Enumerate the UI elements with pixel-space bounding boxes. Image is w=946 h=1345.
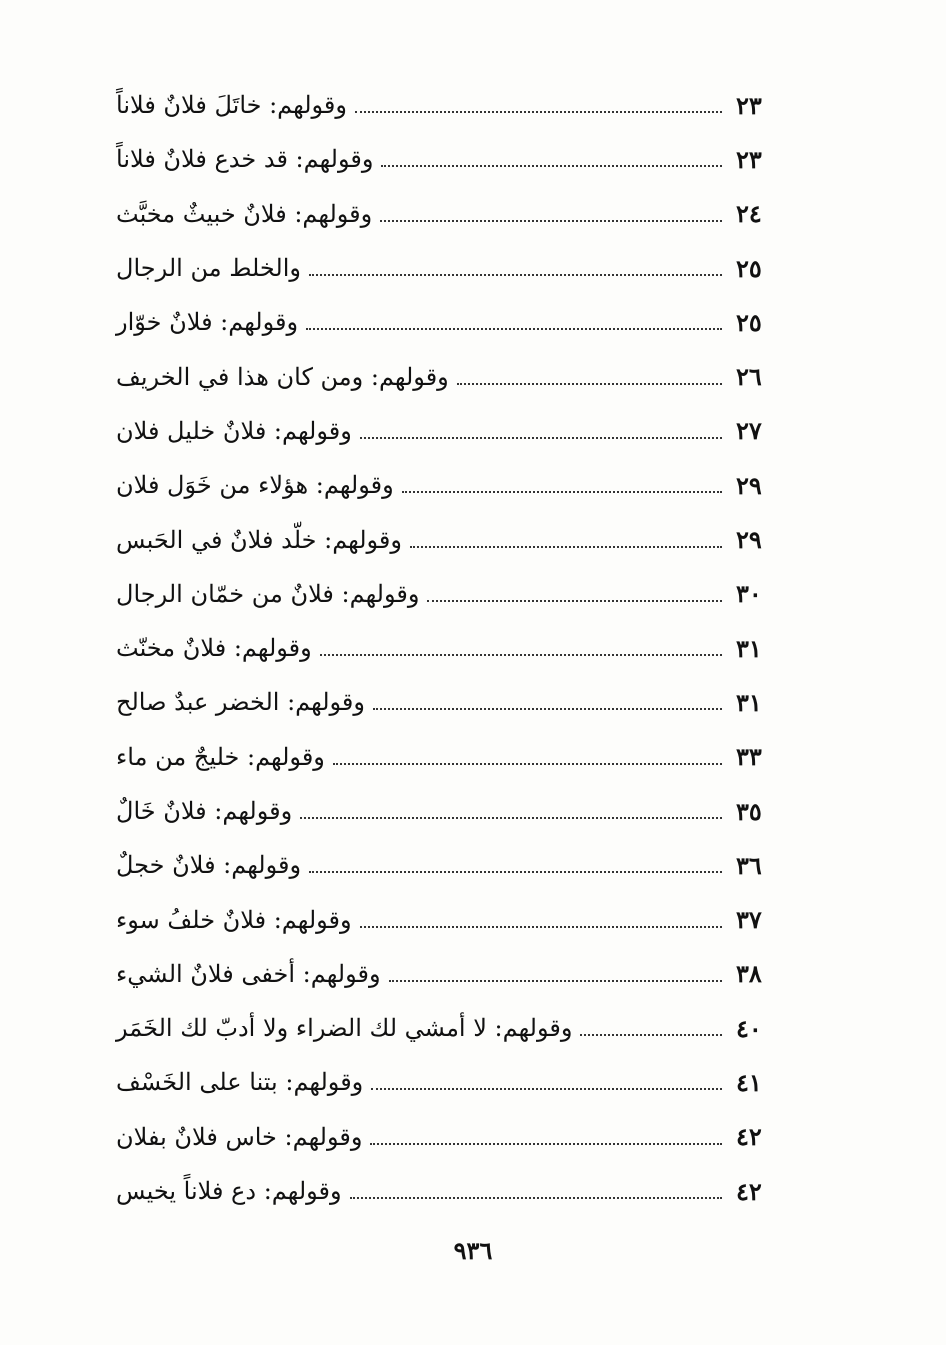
toc-entry-title: وقولهم: فلانٌ خبيثٌ مخبَّث (116, 199, 373, 228)
toc-entry (110, 78, 800, 132)
toc-entry-title: وقولهم: فلانٌ خلفُ سوء (116, 905, 352, 934)
toc-entry (110, 295, 800, 349)
toc-entry-page-number: ٢٦ (736, 362, 762, 392)
toc-entry-page-number: ٣٣ (736, 742, 762, 772)
dot-leader (427, 600, 722, 602)
toc-entry-title: وقولهم: بتنا على الخَسْف (116, 1068, 364, 1097)
toc-entry-title: وقولهم: فلانٌ خجلٌ (116, 851, 302, 880)
toc-entry-page-number: ٢٩ (736, 470, 762, 500)
toc-entry (110, 892, 800, 946)
toc-entry-page-number: ٢٣ (736, 144, 762, 174)
toc-entry-page-number: ٤٠ (736, 1013, 762, 1043)
toc-entry-title: وقولهم: فلانٌ خليل فلان (116, 416, 352, 445)
table-of-contents (110, 78, 800, 1218)
toc-entry (110, 1001, 800, 1055)
toc-entry-title: وقولهم: خليجٌ من ماء (116, 742, 325, 771)
toc-entry-title: وقولهم: دع فلاناً يخيس (116, 1177, 342, 1206)
toc-entry-title: وقولهم: خاس فلانٌ بفلان (116, 1122, 363, 1151)
dot-leader (389, 980, 722, 982)
toc-entry-title: وقولهم: ومن كان هذا في الخريف (116, 362, 449, 391)
toc-entry (110, 730, 800, 784)
toc-entry-page-number: ٣٠ (736, 579, 762, 609)
toc-entry-page-number: ٤٢ (736, 1122, 762, 1152)
toc-entry (110, 1110, 800, 1164)
dot-leader (309, 871, 722, 873)
toc-entry-page-number: ٣٦ (736, 850, 762, 880)
dot-leader (381, 165, 722, 167)
toc-entry (110, 349, 800, 403)
toc-entry-title: وقولهم: فلانٌ مخنّث (116, 634, 312, 663)
toc-entry (110, 132, 800, 186)
toc-entry (110, 404, 800, 458)
toc-entry-page-number: ٣١ (736, 633, 762, 663)
toc-entry-title: وقولهم: قد خدع فلانٌ فلاناً (116, 145, 374, 174)
dot-leader (373, 708, 722, 710)
toc-entry (110, 187, 800, 241)
toc-entry-page-number: ٢٧ (736, 416, 762, 446)
toc-entry-title: وقولهم: هؤلاء من خَوَل فلان (116, 471, 394, 500)
dot-leader (410, 546, 722, 548)
dot-leader (380, 220, 722, 222)
toc-entry-title: وقولهم: فلانٌ خوّار (116, 308, 299, 337)
dot-leader (306, 328, 722, 330)
dot-leader (350, 1197, 722, 1199)
toc-entry (110, 784, 800, 838)
toc-entry (110, 512, 800, 566)
toc-entry-page-number: ٢٤ (736, 199, 762, 229)
dot-leader (355, 111, 722, 113)
page-number: ٩٣٦ (453, 1236, 493, 1265)
dot-leader (370, 1143, 722, 1145)
toc-entry (110, 621, 800, 675)
dot-leader (371, 1088, 722, 1090)
toc-entry-page-number: ٢٥ (736, 307, 762, 337)
dot-leader (402, 491, 722, 493)
toc-entry-page-number: ٣٧ (736, 905, 762, 935)
dot-leader (360, 926, 722, 928)
dot-leader (300, 817, 722, 819)
toc-entry (110, 1164, 800, 1218)
toc-entry (110, 838, 800, 892)
toc-entry-page-number: ٤١ (736, 1067, 762, 1097)
toc-entry (110, 241, 800, 295)
dot-leader (457, 383, 722, 385)
toc-entry-title: وقولهم: خاتَلَ فلانٌ فلاناً (116, 91, 347, 120)
toc-entry (110, 567, 800, 621)
toc-entry-title: وقولهم: فلانٌ من خمّان الرجال (116, 579, 420, 608)
dot-leader (309, 274, 722, 276)
toc-entry-page-number: ٢٣ (736, 90, 762, 120)
dot-leader (320, 654, 722, 656)
dot-leader (360, 437, 722, 439)
toc-entry-title: وقولهم: أخفى فلانٌ الشيء (116, 959, 381, 988)
dot-leader (580, 1034, 722, 1036)
toc-entry-title: والخلط من الرجال (116, 254, 301, 283)
toc-entry-page-number: ٣٥ (736, 796, 762, 826)
toc-entry-title: وقولهم: فلانٌ خَالٌ (116, 797, 293, 825)
toc-entry-title: وقولهم: الخضر عبدٌ صالح (116, 688, 365, 717)
toc-entry-page-number: ٣٨ (736, 959, 762, 989)
toc-entry-title: وقولهم: خلّد فلانٌ في الحَبس (116, 525, 402, 554)
toc-entry (110, 675, 800, 729)
toc-entry-page-number: ٢٩ (736, 525, 762, 555)
toc-entry (110, 458, 800, 512)
toc-entry-page-number: ٢٥ (736, 253, 762, 283)
toc-entry (110, 947, 800, 1001)
dot-leader (333, 763, 722, 765)
toc-entry-title: وقولهم: لا أمشي لك الضراء ولا أدبّ لك الخَمَر (116, 1014, 573, 1043)
toc-entry (110, 1055, 800, 1109)
toc-entry-page-number: ٣١ (736, 687, 762, 717)
toc-entry-page-number: ٤٢ (736, 1176, 762, 1206)
